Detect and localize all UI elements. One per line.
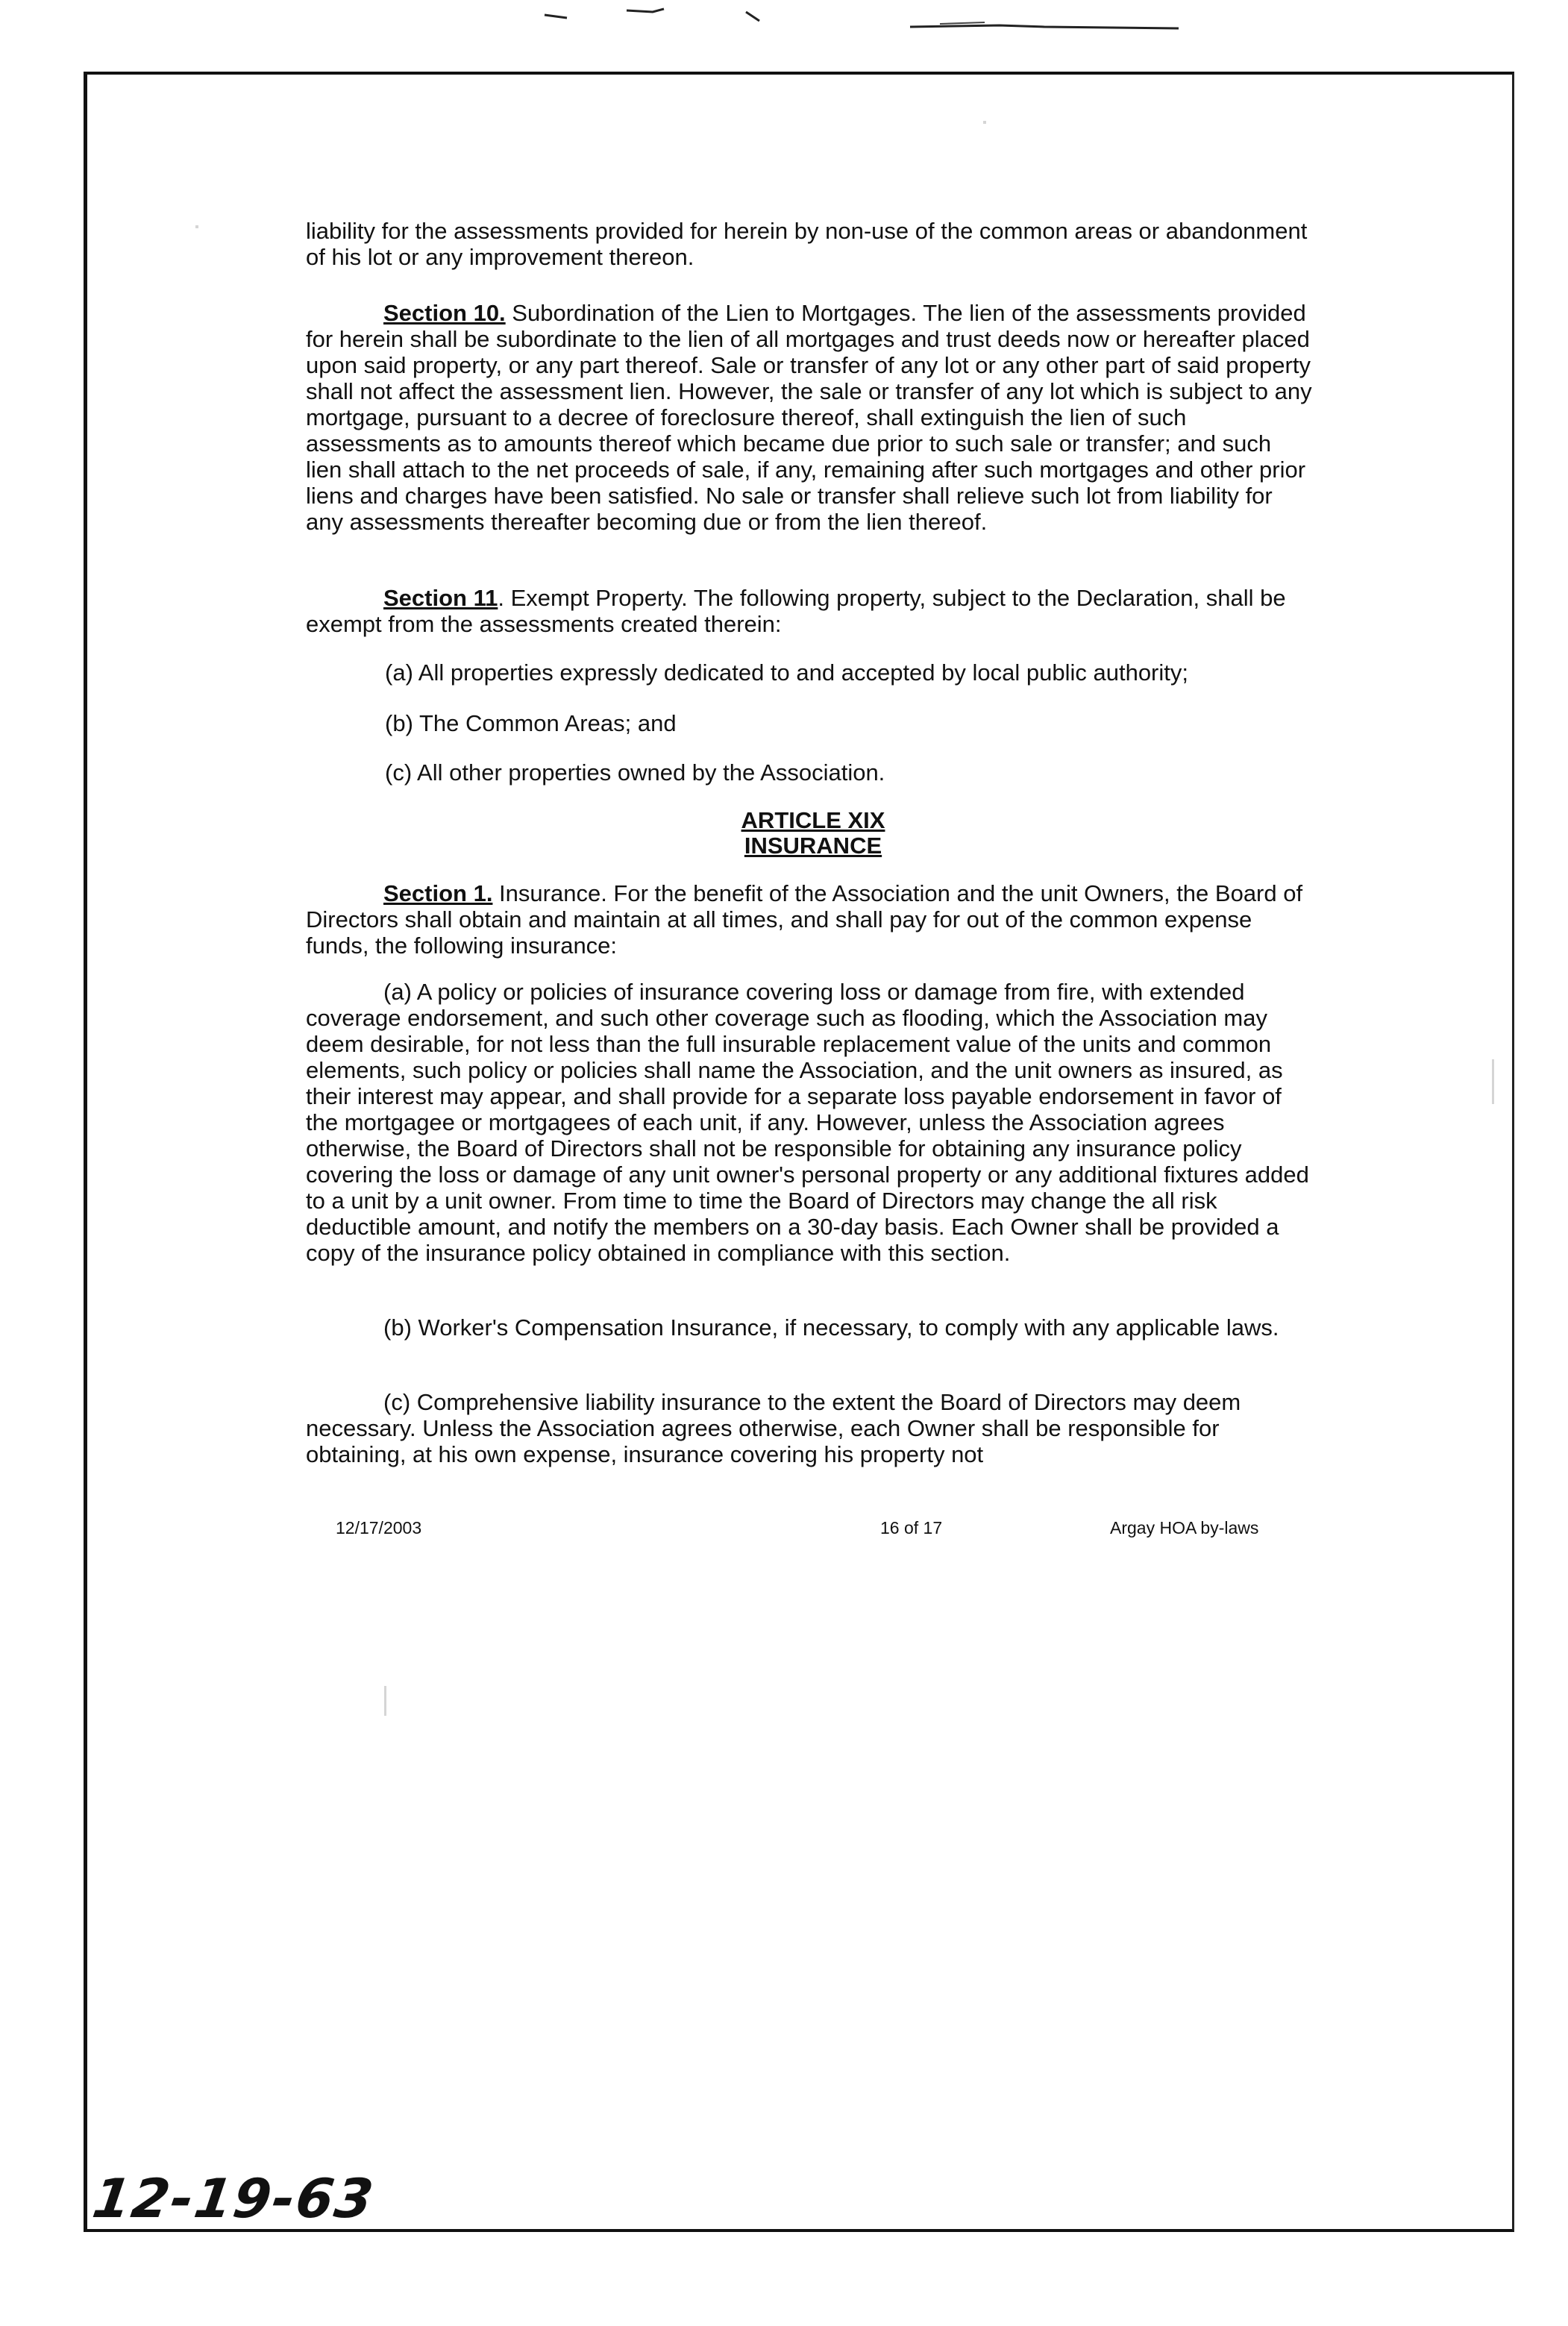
- scan-speck: [983, 121, 986, 124]
- scan-speck: [384, 1686, 386, 1716]
- section-11-heading: Section 11: [383, 585, 498, 611]
- scan-speck: [1492, 1059, 1494, 1104]
- section-1-item-b: (b) Worker's Compensation Insurance, if necessary, to comply with any applicable laws.: [383, 1314, 1279, 1341]
- handwritten-date: 12-19-63: [89, 2167, 379, 2230]
- section-11-text: . Exempt Property. The following property, subject to the Declaration, shall be exempt from the assessments created therein:: [306, 585, 1286, 637]
- section-11-item-b: (b) The Common Areas; and: [385, 710, 677, 736]
- section-11-item-a: (a) All properties expressly dedicated to and accepted by local public authority;: [385, 659, 1188, 686]
- footer-date: 12/17/2003: [336, 1518, 422, 1537]
- section-1-paragraph: [306, 880, 1313, 959]
- article-subtitle: INSURANCE: [744, 833, 882, 859]
- section-10-heading: Section 10.: [383, 300, 506, 326]
- section-11-item-c: (c) All other properties owned by the Association.: [385, 759, 885, 786]
- scan-speck: [195, 225, 198, 228]
- section-1-heading: Section 1.: [383, 880, 493, 906]
- article-title: ARTICLE XIX: [741, 807, 885, 833]
- scan-artifact-marks: [522, 4, 1194, 34]
- footer-page-number: 16 of 17: [880, 1518, 943, 1537]
- section-11-paragraph: [306, 585, 1313, 637]
- section-10-paragraph: [306, 300, 1313, 535]
- continued-paragraph: liability for the assessments provided for herein by non-use of the common areas or abandonment of his lot or any improvement thereon.: [306, 218, 1308, 270]
- footer-document-title: Argay HOA by-laws: [1110, 1518, 1259, 1537]
- section-1-item-a: (a) A policy or policies of insurance covering loss or damage from fire, with extended coverage endorsement, and such other coverage such as flooding, which the Association may deem desirable, for not less than the full insurable replacement value of the units and common elements, such policy or policies shall name the Association, and the unit owners as insured, as their interest may appear, and shall provide for a separate loss payable endorsement in favor of the mortgagee or mortgagees of each unit, if any. However, unless the Association agrees otherwise, the Board of Directors shall not be responsible for obtaining any insurance policy covering the loss or damage of any unit owner's personal property or any additional fixtures added to a unit by a unit owner. From time to time the Board of Directors may change the all risk deductible amount, and notify the members on a 30-day basis. Each Owner shall be provided a copy of the insurance policy obtained in compliance with this section.: [306, 979, 1309, 1266]
- section-1-item-c: (c) Comprehensive liability insurance to the extent the Board of Directors may deem necessary. Unless the Association agrees otherwise, each Owner shall be responsible for obtaining, at his own expense, insurance covering his property not: [306, 1389, 1241, 1467]
- section-1-text: Insurance. For the benefit of the Association and the unit Owners, the Board of Directors shall obtain and maintain at all times, and shall pay for out of the common expense funds, the following insurance:: [306, 880, 1303, 959]
- section-10-text: Subordination of the Lien to Mortgages. The lien of the assessments provided for herein shall be subordinate to the lien of all mortgages and trust deeds now or hereafter placed upon said property, or any part thereof. Sale or transfer of any lot or any other part of said property shall not affect the assessment lien. However, the sale or transfer of any lot which is subject to any mortgage, pursuant to a decree of foreclosure thereof, shall extinguish the lien of such assessments as to amounts thereof which became due prior to such sale or transfer; and such lien shall attach to the net proceeds of sale, if any, remaining after such mortgages and other prior liens and charges have been satisfied. No sale or transfer shall relieve such lot from liability for any assessments thereafter becoming due or from the lien thereof.: [306, 300, 1312, 535]
